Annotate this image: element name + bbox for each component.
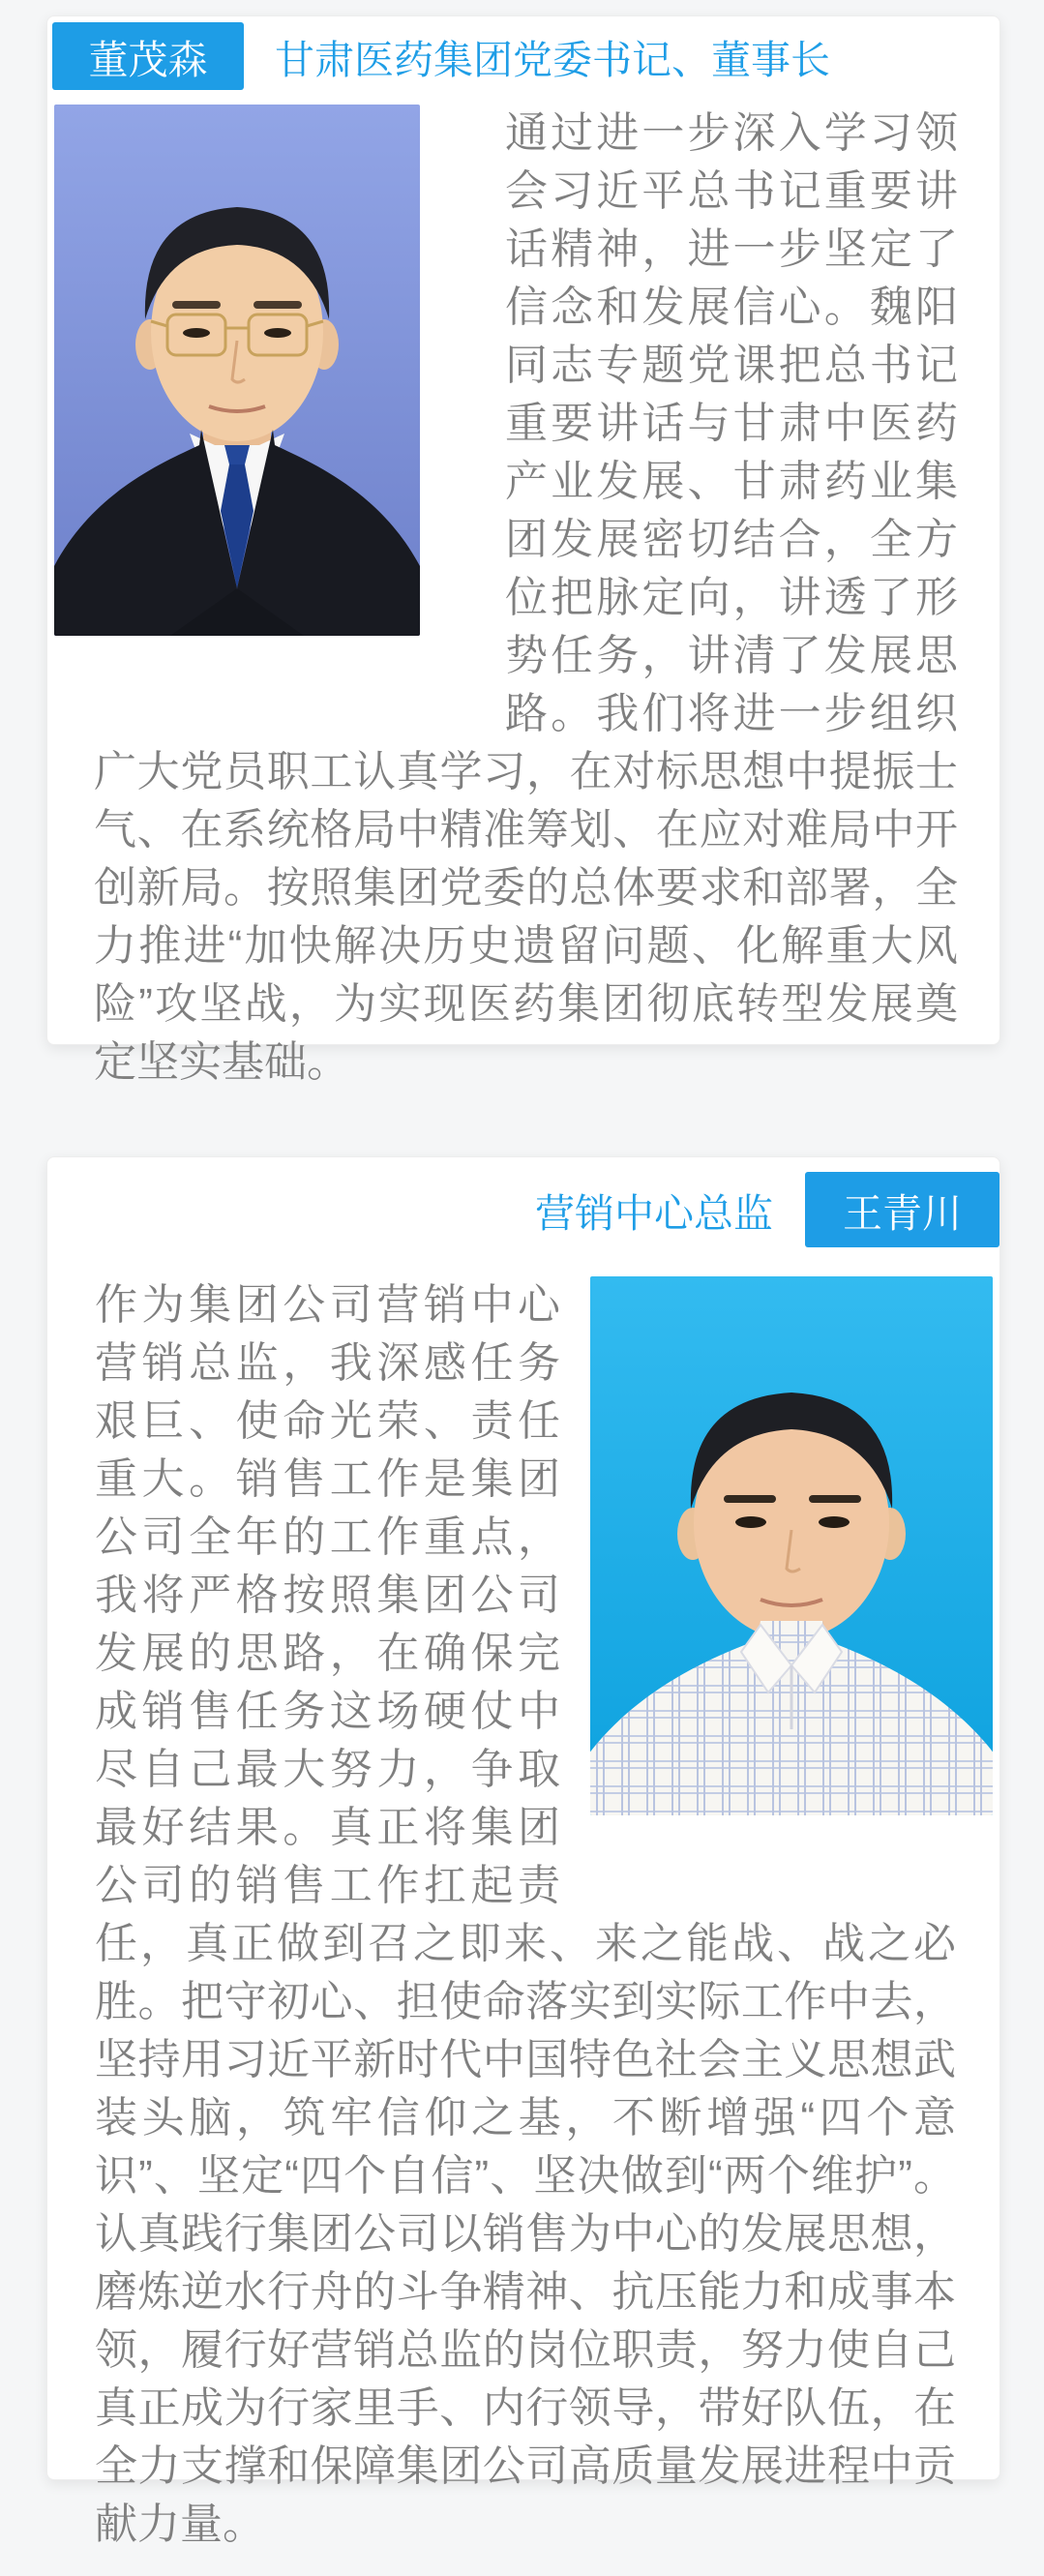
portrait-photo-dong: [54, 105, 420, 636]
name-badge-label: 王青川: [843, 1190, 962, 1236]
profile-card-wang: [46, 1156, 1000, 2548]
portrait-illustration-wang: [590, 1276, 993, 1815]
card-title: 甘肃医药集团党委书记、董事长: [275, 37, 830, 82]
card-title: 营销中心总监: [535, 1190, 773, 1236]
portrait-photo-wang: [590, 1276, 993, 1815]
profile-card-dong: [46, 15, 1000, 1086]
name-badge: [52, 22, 244, 90]
card-body: [47, 92, 999, 1092]
portrait-illustration-dong: [54, 105, 420, 636]
name-badge-label: 董茂森: [88, 37, 208, 82]
profile-paragraph: 通过进一步深入学习领会习近平总书记重要讲话精神，进一步坚定了信念和发展信心。魏阳同志专题党课把总书记重要讲话与甘肃中医药产业发展、甘肃药业集团发展密切结合，全方位把脉定向，讲透了形势任务，讲清了发展思路。我们将进一步组织广大党员职工认真学习，在对标思想中提振士气、在系统格局中精准筹划、在应对难局中开创新局。按照集团党委的总体要求和部署，全力推进“加快解决历史遗留问题、化解重大风险”攻坚战，为实现医药集团彻底转型发展奠定坚实基础。: [94, 109, 958, 1086]
card-header: [47, 1157, 999, 1252]
profile-paragraph: 作为集团公司营销中心营销总监，我深感任务艰巨、使命光荣、责任重大。销售工作是集团公司全年的工作重点，我将严格按照集团公司发展的思路，在确保完成销售任务这场硬仗中尽自己最大努力，争取最好结果。真正将集团公司的销售工作扛起责任，真正做到召之即来、来之能战、战之必胜。把守初心、担使命落实到实际工作中去，坚持用习近平新时代中国特色社会主义思想武装头脑，筑牢信仰之基，不断增强“四个意识”、坚定“四个自信”、坚决做到“两个维护”。认真践行集团公司以销售为中心的发展思想，磨炼逆水行舟的斗争精神、抗压能力和成事本领，履行好营销总监的岗位职责，努力使自己真正成为行家里手、内行领导，带好队伍，在全力支撑和保障集团公司高质量发展进程中贡献力量。: [95, 1281, 956, 2548]
card-body: [47, 1252, 999, 2554]
card-header: [47, 16, 999, 92]
name-badge: [805, 1172, 999, 1247]
